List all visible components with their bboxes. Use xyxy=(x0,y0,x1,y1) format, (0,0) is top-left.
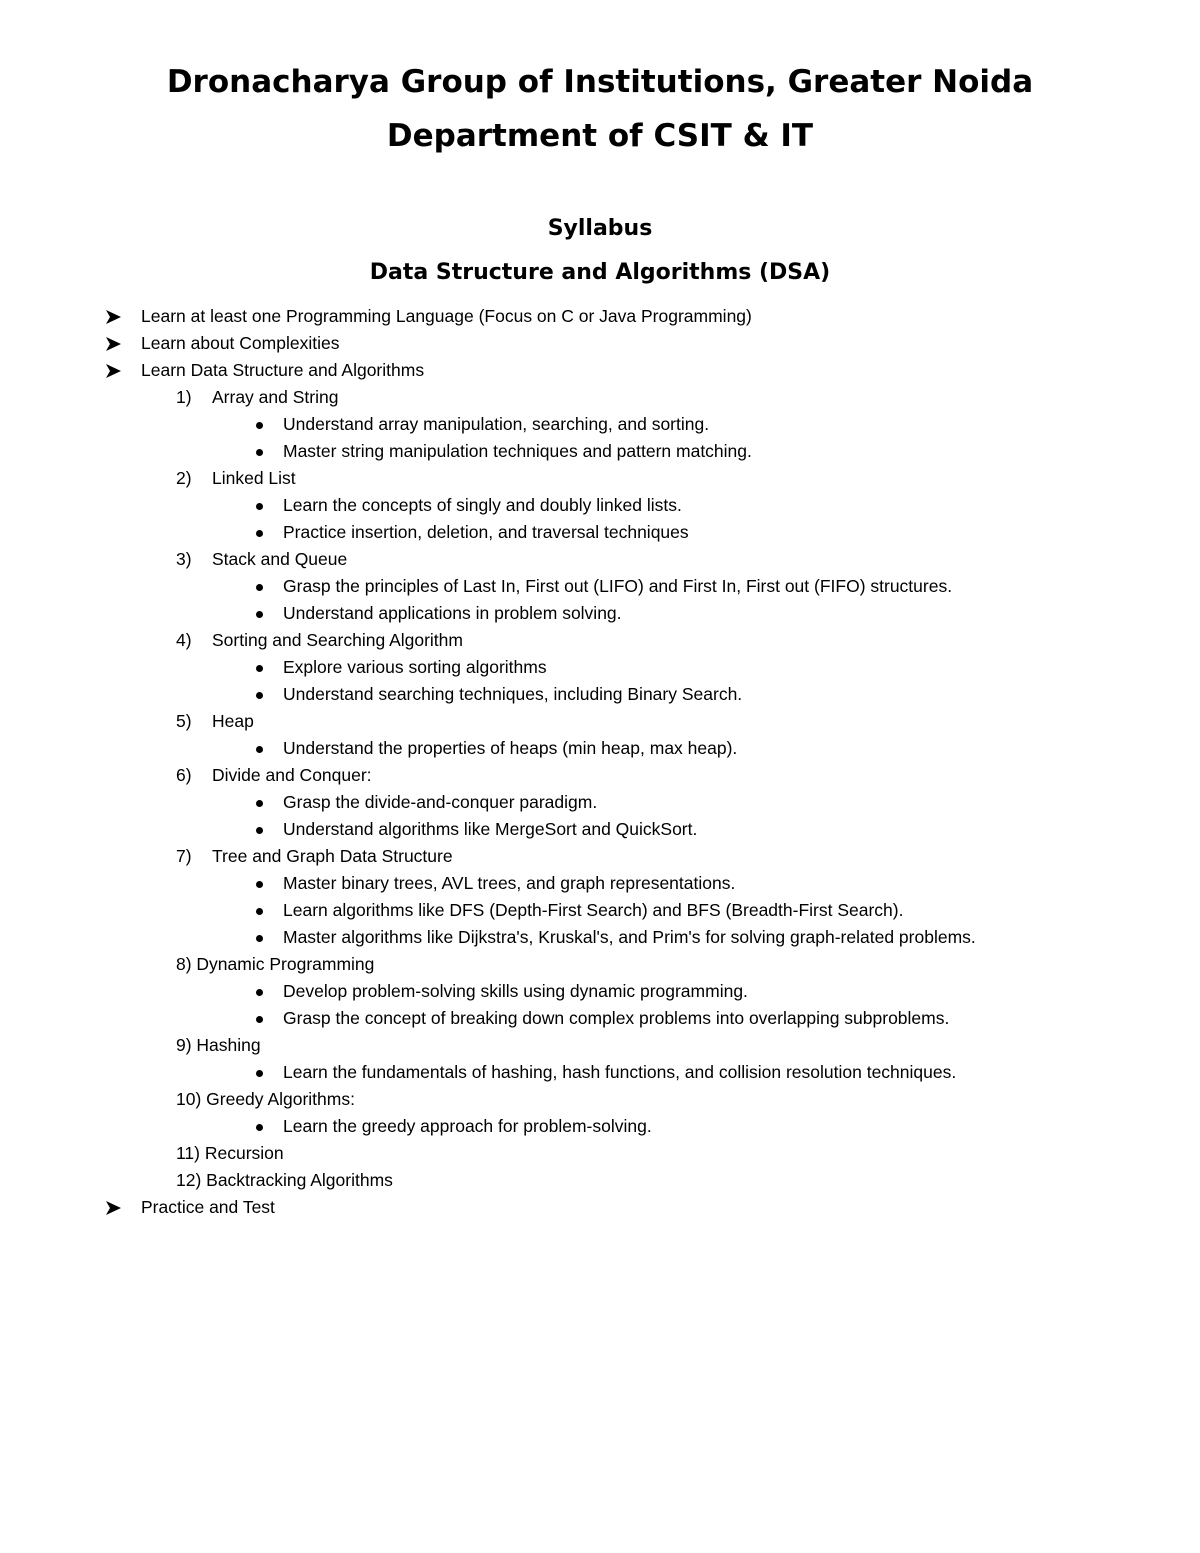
topic-point-text: Grasp the concept of breaking down complex problems into overlapping subproblems. xyxy=(283,1008,950,1028)
arrow-bullet-icon xyxy=(106,303,122,330)
topic-point xyxy=(0,816,1200,843)
outline-main-item xyxy=(0,330,1200,357)
bullet-dot-icon xyxy=(256,422,263,429)
topic-title: Linked List xyxy=(212,468,296,488)
topic-item xyxy=(0,1086,1200,1113)
bullet-dot-icon xyxy=(256,1070,263,1077)
bullet-dot-icon xyxy=(256,881,263,888)
outline-main-label: Learn at least one Programming Language (Focus on C or Java Programming) xyxy=(141,306,752,326)
bullet-dot-icon xyxy=(256,908,263,915)
topic-point-text: Learn algorithms like DFS (Depth-First Search) and BFS (Breadth-First Search). xyxy=(283,900,904,920)
topic-item xyxy=(0,762,1200,789)
bullet-dot-icon xyxy=(256,1124,263,1131)
topic-item xyxy=(0,1140,1200,1167)
topic-point xyxy=(0,654,1200,681)
topic-item xyxy=(0,627,1200,654)
topic-point xyxy=(0,870,1200,897)
topic-item xyxy=(0,951,1200,978)
bullet-dot-icon xyxy=(256,692,263,699)
bullet-dot-icon xyxy=(256,665,263,672)
topic-title: Sorting and Searching Algorithm xyxy=(212,630,463,650)
bullet-dot-icon xyxy=(256,449,263,456)
topic-title: Stack and Queue xyxy=(212,549,348,569)
topic-number: 3) xyxy=(176,549,192,569)
topic-point-text: Grasp the divide-and-conquer paradigm. xyxy=(283,792,598,812)
outline-main-label: Learn Data Structure and Algorithms xyxy=(141,360,425,380)
topic-item xyxy=(0,546,1200,573)
arrow-bullet-icon xyxy=(106,357,122,384)
topic-point-text: Learn the concepts of singly and doubly linked lists. xyxy=(283,495,682,515)
bullet-dot-icon xyxy=(256,746,263,753)
topic-number: 6) xyxy=(176,765,192,785)
topic-item xyxy=(0,1167,1200,1194)
outline-main-item xyxy=(0,1194,1200,1221)
arrow-bullet-icon xyxy=(106,1194,122,1221)
topic-item xyxy=(0,708,1200,735)
topic-title: Divide and Conquer: xyxy=(212,765,372,785)
topic-point xyxy=(0,681,1200,708)
topic-point xyxy=(0,573,1200,600)
document-type-heading: Syllabus xyxy=(547,216,653,241)
topic-point xyxy=(0,600,1200,627)
topic-point xyxy=(0,789,1200,816)
topic-point xyxy=(0,1005,1200,1032)
topic-item xyxy=(0,465,1200,492)
topic-item xyxy=(0,843,1200,870)
topic-point xyxy=(0,1059,1200,1086)
topic-point-text: Explore various sorting algorithms xyxy=(283,657,547,677)
bullet-dot-icon xyxy=(256,800,263,807)
bullet-dot-icon xyxy=(256,584,263,591)
topic-label: 8) Dynamic Programming xyxy=(176,954,375,974)
outline-main-item xyxy=(0,357,1200,384)
syllabus-outline xyxy=(0,303,1200,1221)
topic-label: 12) Backtracking Algorithms xyxy=(176,1170,393,1190)
topic-point-text: Understand array manipulation, searching, and sorting. xyxy=(283,414,710,434)
bullet-dot-icon xyxy=(256,611,263,618)
topic-number: 7) xyxy=(176,846,192,866)
course-title: Data Structure and Algorithms (DSA) xyxy=(369,260,831,285)
topic-number: 1) xyxy=(176,387,192,407)
topic-point xyxy=(0,978,1200,1005)
bullet-dot-icon xyxy=(256,989,263,996)
topic-point-text: Develop problem-solving skills using dynamic programming. xyxy=(283,981,748,1001)
topic-item xyxy=(0,1032,1200,1059)
bullet-dot-icon xyxy=(256,503,263,510)
topic-point xyxy=(0,735,1200,762)
outline-main-label: Practice and Test xyxy=(141,1197,275,1217)
topic-label: 9) Hashing xyxy=(176,1035,261,1055)
topic-point-text: Understand the properties of heaps (min heap, max heap). xyxy=(283,738,738,758)
topic-point-text: Understand algorithms like MergeSort and QuickSort. xyxy=(283,819,698,839)
topic-point-text: Grasp the principles of Last In, First out (LIFO) and First In, First out (FIFO) structures. xyxy=(283,576,953,596)
topic-label: 11) Recursion xyxy=(176,1143,284,1163)
topic-point-text: Understand searching techniques, including Binary Search. xyxy=(283,684,743,704)
topic-point xyxy=(0,519,1200,546)
topic-item xyxy=(0,384,1200,411)
topic-point-text: Understand applications in problem solving. xyxy=(283,603,622,623)
topic-number: 5) xyxy=(176,711,192,731)
bullet-dot-icon xyxy=(256,827,263,834)
institution-title: Dronacharya Group of Institutions, Greater Noida xyxy=(166,64,1034,100)
topic-point xyxy=(0,924,1200,951)
topic-point-text: Practice insertion, deletion, and traversal techniques xyxy=(283,522,689,542)
topic-point-text: Learn the fundamentals of hashing, hash functions, and collision resolution techniques. xyxy=(283,1062,957,1082)
topic-title: Tree and Graph Data Structure xyxy=(212,846,453,866)
topic-title: Heap xyxy=(212,711,254,731)
topic-point xyxy=(0,492,1200,519)
bullet-dot-icon xyxy=(256,530,263,537)
topic-point-text: Master string manipulation techniques and pattern matching. xyxy=(283,441,752,461)
topic-point-text: Master algorithms like Dijkstra's, Kruskal's, and Prim's for solving graph-related problems. xyxy=(283,927,976,947)
topic-title: Array and String xyxy=(212,387,339,407)
topic-point xyxy=(0,897,1200,924)
department-title: Department of CSIT & IT xyxy=(386,118,814,154)
bullet-dot-icon xyxy=(256,935,263,942)
outline-main-label: Learn about Complexities xyxy=(141,333,340,353)
topic-point xyxy=(0,438,1200,465)
topic-number: 2) xyxy=(176,468,192,488)
topic-number: 4) xyxy=(176,630,192,650)
arrow-bullet-icon xyxy=(106,330,122,357)
topic-label: 10) Greedy Algorithms: xyxy=(176,1089,355,1109)
bullet-dot-icon xyxy=(256,1016,263,1023)
topic-point-text: Master binary trees, AVL trees, and graph representations. xyxy=(283,873,736,893)
topic-point-text: Learn the greedy approach for problem-solving. xyxy=(283,1116,652,1136)
topic-point xyxy=(0,1113,1200,1140)
outline-main-item xyxy=(0,303,1200,330)
topic-point xyxy=(0,411,1200,438)
